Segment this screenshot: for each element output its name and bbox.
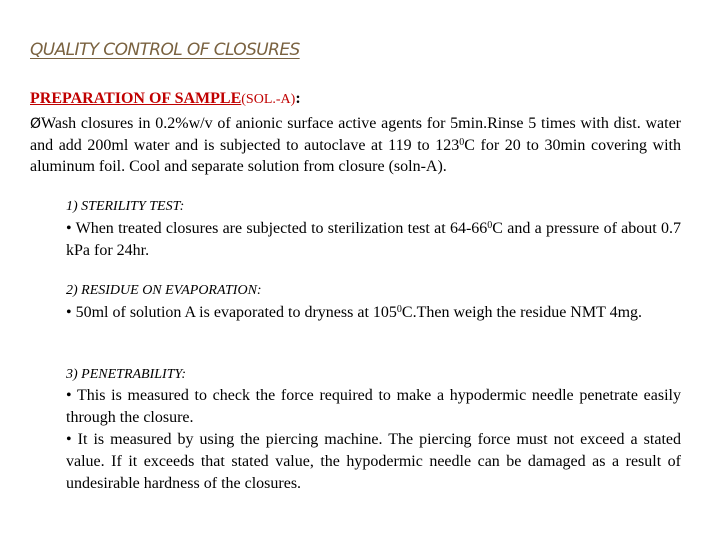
- penetrability-bullet-2: • It is measured by using the piercing machine. The piercing force must not exceed a stated value. If it exceeds that stated value, the hypodermic needle can be damaged as a result of undesirable hardness of the closures.: [66, 431, 681, 492]
- preparation-suffix: (SOL.-A): [241, 92, 296, 107]
- preparation-paragraph: [30, 113, 681, 177]
- preparation-heading: PREPARATION OF SAMPLE: [30, 90, 242, 107]
- arrow-bullet-icon: Ø: [30, 116, 42, 132]
- sterility-text: • When treated closures are subjected to sterilization test at 64-66: [66, 220, 488, 237]
- preparation-heading-line: [30, 90, 301, 108]
- preparation-text: Wash closures in 0.2%w/v of anionic surface active agents for 5min.Rinse 5 times with dist. water and add 200ml water and is subjected to autoclave at 119 to 123: [30, 115, 681, 154]
- penetrability-heading: 3) PENETRABILITY:: [66, 367, 187, 382]
- sterility-text-end: C and a pressure of about 0.7 kPa for 24hr.: [66, 220, 681, 259]
- sterility-test-paragraph: [66, 218, 681, 262]
- sterility-test-heading: 1) STERILITY TEST:: [66, 199, 185, 214]
- degree-superscript: 0: [487, 220, 493, 231]
- penetrability-paragraph: [66, 385, 681, 495]
- page-title: QUALITY CONTROL OF CLOSURES: [30, 40, 300, 60]
- residue-paragraph: [66, 302, 681, 324]
- penetrability-bullet-1: • This is measured to check the force required to make a hypodermic needle penetrate easily through the closure.: [66, 387, 681, 426]
- residue-heading: 2) RESIDUE ON EVAPORATION:: [66, 283, 262, 298]
- degree-superscript: 0: [459, 137, 465, 148]
- preparation-text-end: C for 20 to 30min covering with aluminum foil. Cool and separate solution from closure (soln-A).: [30, 137, 681, 175]
- residue-text-end: C.Then weigh the residue NMT 4mg.: [401, 304, 643, 321]
- residue-text: • 50ml of solution A is evaporated to dryness at 105: [66, 304, 397, 321]
- preparation-colon: :: [295, 90, 301, 107]
- degree-superscript: 0: [396, 304, 402, 315]
